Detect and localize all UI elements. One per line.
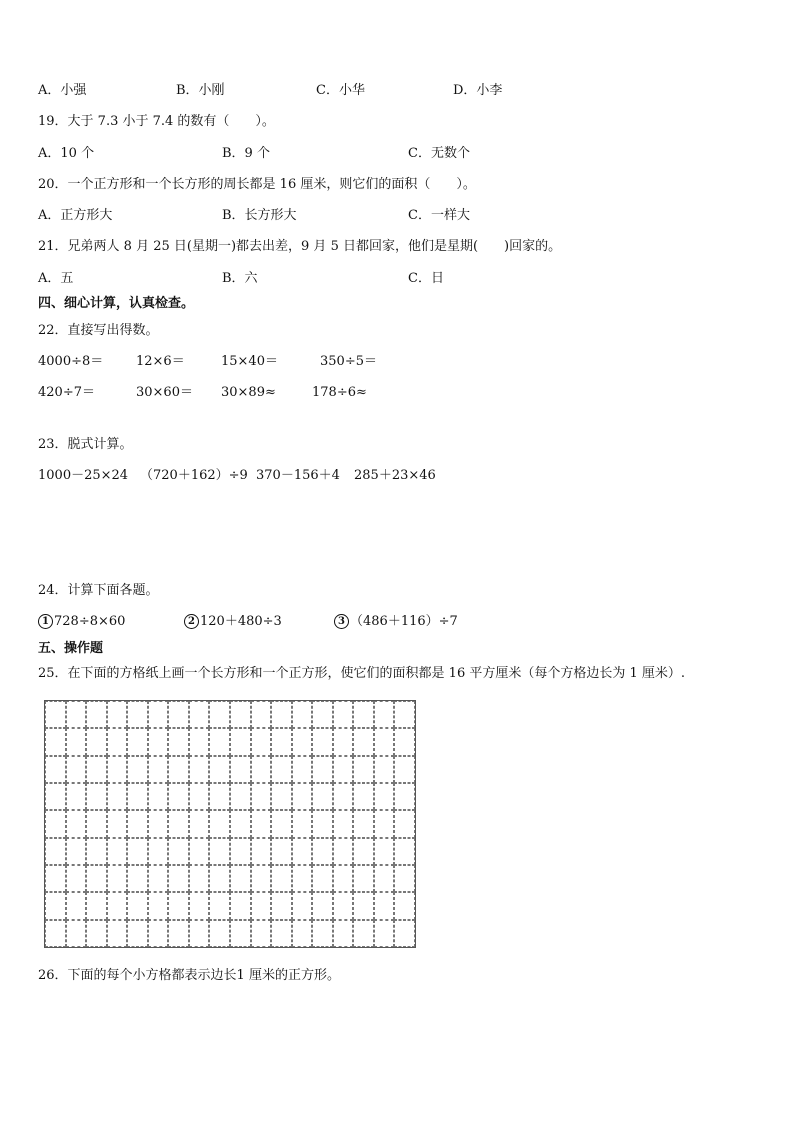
grid-cell[interactable] (127, 920, 148, 947)
q23-stem: 23．脱式计算。 (38, 437, 133, 452)
grid-cell[interactable] (271, 838, 292, 865)
grid-cell[interactable] (333, 810, 354, 837)
grid-cell[interactable] (66, 838, 87, 865)
grid-cell[interactable] (209, 783, 230, 810)
q25-stem: 25．在下面的方格纸上画一个长方形和一个正方形，使它们的面积都是 16 平方厘米（每个方格边长为 1 厘米）. (38, 666, 686, 681)
q22-stem: 22．直接写出得数。 (38, 323, 159, 338)
q22-expr: 30×60＝ (136, 385, 193, 400)
grid-cell[interactable] (189, 810, 210, 837)
grid-cell[interactable] (168, 838, 189, 865)
grid-cell[interactable] (148, 783, 169, 810)
grid-cell[interactable] (66, 920, 87, 947)
circled-number: 1 (38, 614, 53, 629)
grid-cell[interactable] (312, 920, 333, 947)
grid-cell[interactable] (107, 838, 128, 865)
grid-cell[interactable] (168, 701, 189, 728)
grid-cell[interactable] (148, 810, 169, 837)
grid-cell[interactable] (333, 756, 354, 783)
grid-cell[interactable] (148, 892, 169, 919)
q18-option-a: A．小强 (38, 83, 87, 98)
grid-cell[interactable] (168, 756, 189, 783)
grid-cell[interactable] (45, 920, 66, 947)
grid-cell[interactable] (45, 783, 66, 810)
grid-cell[interactable] (148, 701, 169, 728)
grid-cell[interactable] (209, 920, 230, 947)
circled-number: 3 (334, 614, 349, 629)
q19-stem: 19．大于 7.3 小于 7.4 的数有（ ）。 (38, 114, 275, 129)
grid-cell[interactable] (45, 892, 66, 919)
grid-cell[interactable] (333, 865, 354, 892)
grid-cell[interactable] (168, 783, 189, 810)
grid-cell[interactable] (271, 701, 292, 728)
section-5-heading: 五、操作题 (38, 641, 104, 656)
grid-cell[interactable] (45, 838, 66, 865)
q22-expr: 30×89≈ (221, 385, 276, 400)
grid-cell[interactable] (292, 865, 313, 892)
grid-cell[interactable] (374, 701, 395, 728)
grid-cell[interactable] (45, 728, 66, 755)
grid-cell[interactable] (353, 838, 374, 865)
q22-expr: 12×6＝ (136, 354, 185, 369)
grid-cell[interactable] (230, 838, 251, 865)
q24-stem: 24．计算下面各题。 (38, 583, 159, 598)
grid-cell[interactable] (148, 920, 169, 947)
grid-cell[interactable] (353, 892, 374, 919)
grid-cell[interactable] (374, 838, 395, 865)
grid-cell[interactable] (312, 783, 333, 810)
grid-cell[interactable] (168, 728, 189, 755)
grid-cell[interactable] (107, 783, 128, 810)
grid-cell[interactable] (45, 810, 66, 837)
grid-cell[interactable] (333, 920, 354, 947)
grid-cell[interactable] (230, 920, 251, 947)
grid-cell[interactable] (209, 756, 230, 783)
q24-item-1 (38, 613, 125, 631)
q22-expr: 350÷5＝ (320, 354, 377, 369)
grid-cell[interactable] (127, 810, 148, 837)
grid-paper[interactable] (44, 700, 416, 948)
grid-cell[interactable] (209, 728, 230, 755)
grid-cell[interactable] (394, 810, 415, 837)
q21-option-c: C．日 (408, 271, 444, 286)
grid-cell[interactable] (271, 865, 292, 892)
q18-option-b: B．小刚 (176, 83, 225, 98)
grid-cell[interactable] (292, 810, 313, 837)
grid-cell[interactable] (86, 756, 107, 783)
grid-cell[interactable] (271, 783, 292, 810)
grid-cell[interactable] (107, 756, 128, 783)
grid-cell[interactable] (271, 920, 292, 947)
grid-cell[interactable] (394, 756, 415, 783)
q19-option-b: B．9 个 (222, 146, 270, 161)
grid-cell[interactable] (394, 838, 415, 865)
grid-cell[interactable] (230, 892, 251, 919)
circled-number: 2 (184, 614, 199, 629)
grid-cell[interactable] (148, 838, 169, 865)
grid-cell[interactable] (66, 810, 87, 837)
grid-cell[interactable] (127, 728, 148, 755)
grid-cell[interactable] (127, 783, 148, 810)
grid-cell[interactable] (148, 728, 169, 755)
grid-cell[interactable] (127, 838, 148, 865)
grid-cell[interactable] (292, 728, 313, 755)
grid-cell[interactable] (292, 838, 313, 865)
q19-option-c: C．无数个 (408, 146, 470, 161)
grid-cell[interactable] (168, 865, 189, 892)
grid-cell[interactable] (292, 701, 313, 728)
grid-cell[interactable] (251, 838, 272, 865)
grid-cell[interactable] (148, 756, 169, 783)
grid-cell[interactable] (209, 701, 230, 728)
grid-cell[interactable] (127, 865, 148, 892)
grid-cell[interactable] (209, 810, 230, 837)
grid-cell[interactable] (66, 783, 87, 810)
q26-stem: 26．下面的每个小方格都表示边长1 厘米的正方形。 (38, 968, 340, 983)
q21-option-b: B．六 (222, 271, 258, 286)
grid-cell[interactable] (230, 810, 251, 837)
grid-cell[interactable] (353, 756, 374, 783)
grid-cell[interactable] (374, 756, 395, 783)
q23-expr: 285＋23×46 (354, 468, 436, 483)
q18-option-c: C．小华 (316, 83, 365, 98)
grid-cell[interactable] (107, 728, 128, 755)
grid-cell[interactable] (374, 783, 395, 810)
grid-cell[interactable] (251, 865, 272, 892)
grid-cell[interactable] (312, 701, 333, 728)
grid-cell[interactable] (66, 892, 87, 919)
q23-expr: 1000－25×24 (38, 468, 129, 483)
grid-cell[interactable] (86, 920, 107, 947)
grid-cell[interactable] (353, 783, 374, 810)
grid-cell[interactable] (251, 701, 272, 728)
q20-stem: 20．一个正方形和一个长方形的周长都是 16 厘米，则它们的面积（ ）。 (38, 177, 476, 192)
grid-cell[interactable] (271, 728, 292, 755)
grid-cell[interactable] (292, 756, 313, 783)
grid-cell[interactable] (107, 810, 128, 837)
q22-expr: 15×40＝ (221, 354, 278, 369)
grid-cell[interactable] (374, 728, 395, 755)
grid-cell[interactable] (107, 701, 128, 728)
grid-cell[interactable] (86, 892, 107, 919)
grid-cell[interactable] (394, 783, 415, 810)
grid-cell[interactable] (66, 865, 87, 892)
grid-cell[interactable] (66, 756, 87, 783)
grid-cell[interactable] (127, 892, 148, 919)
grid-cell[interactable] (394, 701, 415, 728)
grid-cell[interactable] (189, 756, 210, 783)
grid-cell[interactable] (374, 892, 395, 919)
grid-cell[interactable] (189, 701, 210, 728)
grid-cell[interactable] (353, 810, 374, 837)
q20-option-c: C．一样大 (408, 208, 470, 223)
grid-cell[interactable] (271, 892, 292, 919)
grid-cell[interactable] (292, 783, 313, 810)
section-4-heading: 四、细心计算，认真检查。 (38, 296, 195, 311)
grid-cell[interactable] (312, 756, 333, 783)
grid-cell[interactable] (312, 810, 333, 837)
q24-expr: 728÷8×60 (54, 614, 126, 629)
grid-cell[interactable] (230, 756, 251, 783)
grid-cell[interactable] (374, 920, 395, 947)
grid-cell[interactable] (292, 920, 313, 947)
grid-cell[interactable] (394, 892, 415, 919)
grid-cell[interactable] (66, 728, 87, 755)
grid-cell[interactable] (189, 728, 210, 755)
grid-cell[interactable] (230, 865, 251, 892)
grid-cell[interactable] (127, 756, 148, 783)
grid-cell[interactable] (312, 892, 333, 919)
grid-cell[interactable] (230, 728, 251, 755)
grid-cell[interactable] (353, 701, 374, 728)
grid-cell[interactable] (251, 728, 272, 755)
grid-cell[interactable] (168, 892, 189, 919)
grid-cell[interactable] (333, 701, 354, 728)
q22-expr: 4000÷8＝ (38, 354, 104, 369)
grid-cell[interactable] (251, 810, 272, 837)
grid-cell[interactable] (353, 865, 374, 892)
grid-cell[interactable] (189, 920, 210, 947)
grid-cell[interactable] (251, 892, 272, 919)
q18-option-d: D．小李 (453, 83, 503, 98)
grid-cell[interactable] (189, 865, 210, 892)
grid-cell[interactable] (45, 756, 66, 783)
grid-cell[interactable] (292, 892, 313, 919)
q24-item-2 (184, 613, 282, 631)
q24-expr: 120＋480÷3 (200, 614, 282, 629)
grid-cell[interactable] (86, 838, 107, 865)
q24-expr: （486＋116）÷7 (350, 614, 458, 629)
grid-cell[interactable] (333, 838, 354, 865)
grid-cell[interactable] (86, 865, 107, 892)
grid-cell[interactable] (251, 920, 272, 947)
grid-cell[interactable] (394, 920, 415, 947)
grid-cell[interactable] (394, 865, 415, 892)
grid-cell[interactable] (333, 728, 354, 755)
grid-cell[interactable] (230, 783, 251, 810)
q22-expr: 178÷6≈ (312, 385, 367, 400)
grid-cell[interactable] (86, 728, 107, 755)
grid-cell[interactable] (209, 838, 230, 865)
grid-cell[interactable] (148, 865, 169, 892)
grid-cell[interactable] (168, 810, 189, 837)
grid-cell[interactable] (127, 701, 148, 728)
grid-cell[interactable] (66, 701, 87, 728)
grid-cell[interactable] (333, 892, 354, 919)
grid-cell[interactable] (86, 810, 107, 837)
grid-cell[interactable] (251, 783, 272, 810)
grid-cell[interactable] (271, 810, 292, 837)
grid-cell[interactable] (168, 920, 189, 947)
q20-option-b: B．长方形大 (222, 208, 297, 223)
grid-cell[interactable] (45, 701, 66, 728)
grid-cell[interactable] (107, 920, 128, 947)
grid-cell[interactable] (271, 756, 292, 783)
grid-cell[interactable] (312, 865, 333, 892)
grid-cell[interactable] (209, 865, 230, 892)
q20-option-a: A．正方形大 (38, 208, 113, 223)
q23-expr: 370－156＋4 (256, 468, 340, 483)
grid-cell[interactable] (230, 701, 251, 728)
grid-cell[interactable] (86, 701, 107, 728)
q21-option-a: A．五 (38, 271, 74, 286)
grid-cell[interactable] (353, 728, 374, 755)
q22-expr: 420÷7＝ (38, 385, 95, 400)
grid-cell[interactable] (312, 728, 333, 755)
grid-cell[interactable] (209, 892, 230, 919)
q24-item-3 (334, 613, 458, 631)
grid-cell[interactable] (333, 783, 354, 810)
grid-cell[interactable] (374, 865, 395, 892)
grid-cell[interactable] (374, 810, 395, 837)
q21-stem: 21．兄弟两人 8 月 25 日(星期一)都去出差，9 月 5 日都回家，他们是星期( )回家的。 (38, 239, 562, 254)
grid-cell[interactable] (189, 783, 210, 810)
q19-option-a: A．10 个 (38, 146, 95, 161)
grid-cell[interactable] (86, 783, 107, 810)
grid-cell[interactable] (45, 865, 66, 892)
grid-cell[interactable] (189, 892, 210, 919)
grid-cell[interactable] (312, 838, 333, 865)
grid-cell[interactable] (189, 838, 210, 865)
grid-cell[interactable] (251, 756, 272, 783)
q23-expr: （720＋162）÷9 (140, 468, 248, 483)
grid-cell[interactable] (107, 865, 128, 892)
grid-cell[interactable] (353, 920, 374, 947)
grid-cell[interactable] (107, 892, 128, 919)
grid-cell[interactable] (394, 728, 415, 755)
